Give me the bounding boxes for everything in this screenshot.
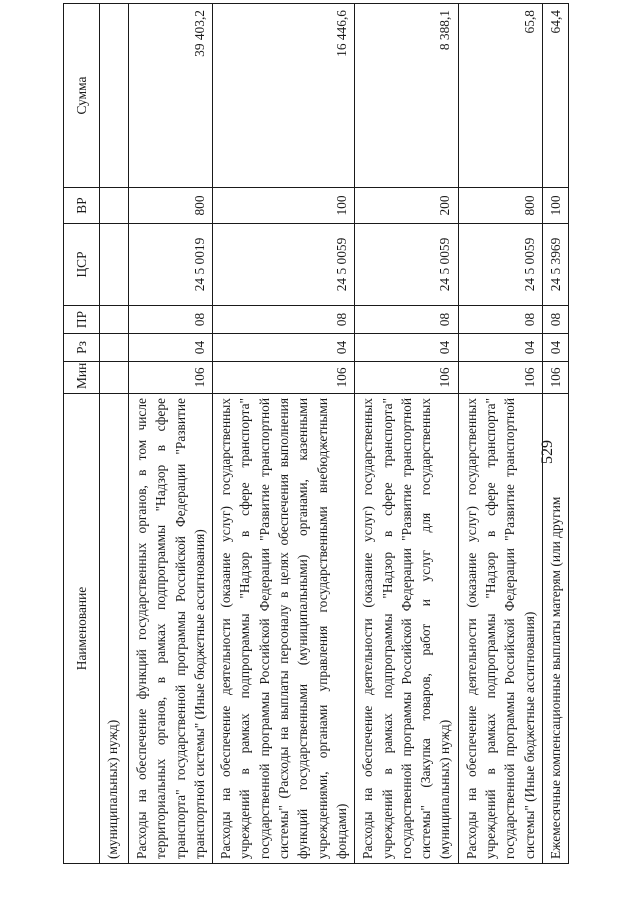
page-number: 529	[539, 440, 556, 464]
row-vr: 800	[458, 188, 542, 224]
header-pr: ПР	[64, 306, 100, 334]
row-rz: 04	[542, 334, 568, 362]
row-name	[129, 394, 213, 864]
row-rz: 04	[129, 334, 213, 362]
row-csr: 24 5 0059	[355, 224, 458, 306]
row-name-text: Ежемесячные компенсационные выплаты матерям (или другим	[547, 496, 563, 859]
row-sum: 8 388,1	[355, 4, 458, 188]
table-header-row	[64, 4, 100, 864]
header-rz: Рз	[64, 334, 100, 362]
row-csr: 24 5 0059	[213, 224, 355, 306]
header-csr: ЦСР	[64, 224, 100, 306]
header-vr: ВР	[64, 188, 100, 224]
row-vr	[100, 188, 129, 224]
table-row	[458, 4, 542, 864]
row-name-text: Расходы на обеспечение функций государственных органов, в том числе территориальных органов, в рамках подпрограммы "Надзор в сфере транспорта" государственной программы Российской Федерации "Развитие транспортной системы" (Иные бюджетные ассигнования)	[134, 398, 207, 859]
row-min: 106	[213, 362, 355, 394]
row-pr: 08	[129, 306, 213, 334]
table-row	[355, 4, 458, 864]
row-csr: 24 5 0059	[458, 224, 542, 306]
row-name	[100, 394, 129, 864]
table-row	[213, 4, 355, 864]
row-name	[355, 394, 458, 864]
row-sum: 16 446,6	[213, 4, 355, 188]
row-pr: 08	[355, 306, 458, 334]
row-sum: 64,4	[542, 4, 568, 188]
row-pr: 08	[213, 306, 355, 334]
header-min: Мин	[64, 362, 100, 394]
header-sum: Сумма	[64, 4, 100, 188]
row-min	[100, 362, 129, 394]
row-pr: 08	[542, 306, 568, 334]
row-pr	[100, 306, 129, 334]
row-rz: 04	[458, 334, 542, 362]
row-rz	[100, 334, 129, 362]
row-sum: 39 403,2	[129, 4, 213, 188]
row-sum: 65,8	[458, 4, 542, 188]
row-pr: 08	[458, 306, 542, 334]
row-vr: 100	[542, 188, 568, 224]
row-sum	[100, 4, 129, 188]
row-rz: 04	[355, 334, 458, 362]
row-vr: 800	[129, 188, 213, 224]
budget-table-container	[63, 4, 583, 864]
row-name	[542, 394, 568, 864]
row-name	[213, 394, 355, 864]
row-vr: 100	[213, 188, 355, 224]
row-min: 106	[542, 362, 568, 394]
row-vr: 200	[355, 188, 458, 224]
row-name-text: Расходы на обеспечение деятельности (оказание услуг) государственных учреждений в рамках подпрограммы "Надзор в сфере транспорта" государственной программы Российской Федерации "Развитие транспортной системы" (Закупка товаров, работ и услуг для государственных (муниципальных) нужд)	[360, 398, 453, 859]
table-row	[129, 4, 213, 864]
row-name-text: Расходы на обеспечение деятельности (оказание услуг) государственных учреждений в рамках подпрограммы "Надзор в сфере транспорта" государственной программы Российской Федерации "Развитие транспортной системы" (Иные бюджетные ассигнования)	[463, 398, 537, 859]
row-csr	[100, 224, 129, 306]
row-csr: 24 5 0019	[129, 224, 213, 306]
row-min: 106	[458, 362, 542, 394]
row-min: 106	[355, 362, 458, 394]
budget-table	[63, 3, 569, 864]
row-name	[458, 394, 542, 864]
table-row	[542, 4, 568, 864]
row-name-text: (муниципальных) нужд)	[105, 719, 120, 859]
row-name-text: Расходы на обеспечение деятельности (оказание услуг) государственных учреждений в рамках подпрограммы "Надзор в сфере транспорта" государственной программы Российской Федерации "Развитие транспортной системы" (Расходы на выплаты персоналу в целях обеспечения выполнения функций государственными (муниципальными) органами, казенными учреждениями, органами управления государственными внебюджетными фондами)	[218, 398, 349, 859]
row-csr: 24 5 3969	[542, 224, 568, 306]
row-min: 106	[129, 362, 213, 394]
table-row	[100, 4, 129, 864]
header-name: Наименование	[64, 394, 100, 864]
row-rz: 04	[213, 334, 355, 362]
